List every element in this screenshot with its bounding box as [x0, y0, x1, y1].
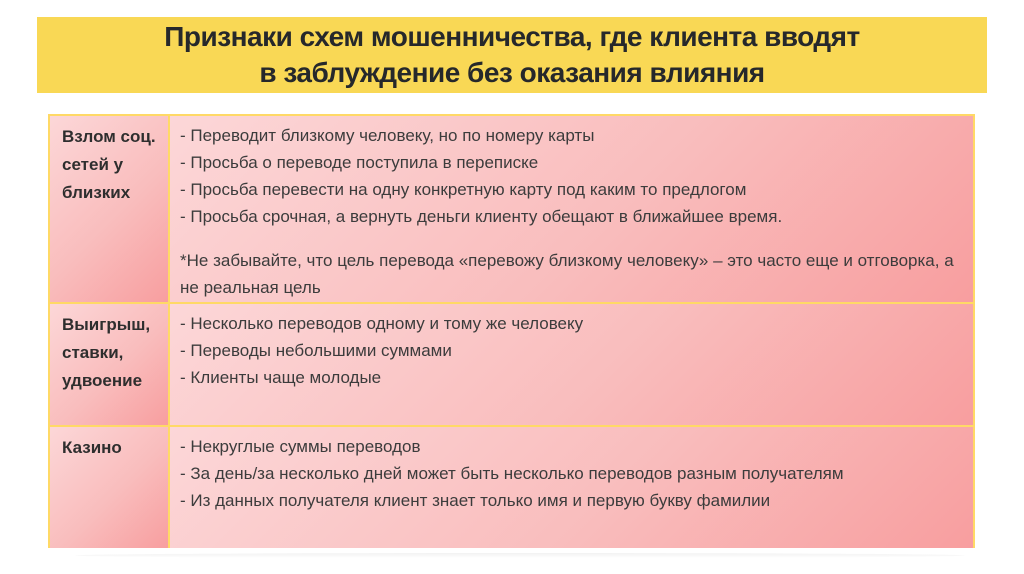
- scheme-details-casino: [170, 427, 973, 548]
- detail-line: - Переводит близкому человеку, но по номеру карты: [180, 126, 595, 145]
- title-banner: [37, 17, 987, 93]
- detail-line: - За день/за несколько дней может быть несколько переводов разным получателям: [180, 464, 844, 483]
- slide-title-line-2: в заблуждение без оказания влияния: [259, 57, 765, 88]
- fraud-signs-table: [48, 114, 975, 548]
- detail-line: - Некруглые суммы переводов: [180, 437, 421, 456]
- scheme-label-text: Казино: [62, 438, 122, 457]
- scheme-details-social-hack: [170, 116, 973, 302]
- slide-title-line-1: Признаки схем мошенничества, где клиента вводят: [164, 21, 860, 52]
- scheme-label-social-hack: [50, 116, 168, 302]
- detail-line: - Переводы небольшими суммами: [180, 341, 452, 360]
- scheme-label-casino: [50, 427, 168, 548]
- detail-line: - Несколько переводов одному и тому же человеку: [180, 314, 584, 333]
- detail-line: - Клиенты чаще молодые: [180, 368, 382, 387]
- table-shadow: [75, 553, 965, 558]
- scheme-label-text: Выигрыш, ставки, удвоение: [62, 315, 151, 390]
- scheme-label-winnings-bets: [50, 304, 168, 425]
- detail-line: - Из данных получателя клиент знает только имя и первую букву фамилии: [180, 491, 771, 510]
- detail-line: - Просьба срочная, а вернуть деньги клиенту обещают в ближайшее время.: [180, 207, 783, 226]
- blank-line: [180, 230, 961, 247]
- scheme-label-text: Взлом соц. сетей у близких: [62, 127, 156, 202]
- footnote-text: *Не забывайте, что цель перевода «перевожу близкому человеку» – это часто еще и отговорка, а не реальная цель: [180, 251, 954, 297]
- scheme-details-winnings-bets: [170, 304, 973, 425]
- detail-line: - Просьба перевести на одну конкретную карту под каким то предлогом: [180, 180, 747, 199]
- detail-line: - Просьба о переводе поступила в переписке: [180, 153, 539, 172]
